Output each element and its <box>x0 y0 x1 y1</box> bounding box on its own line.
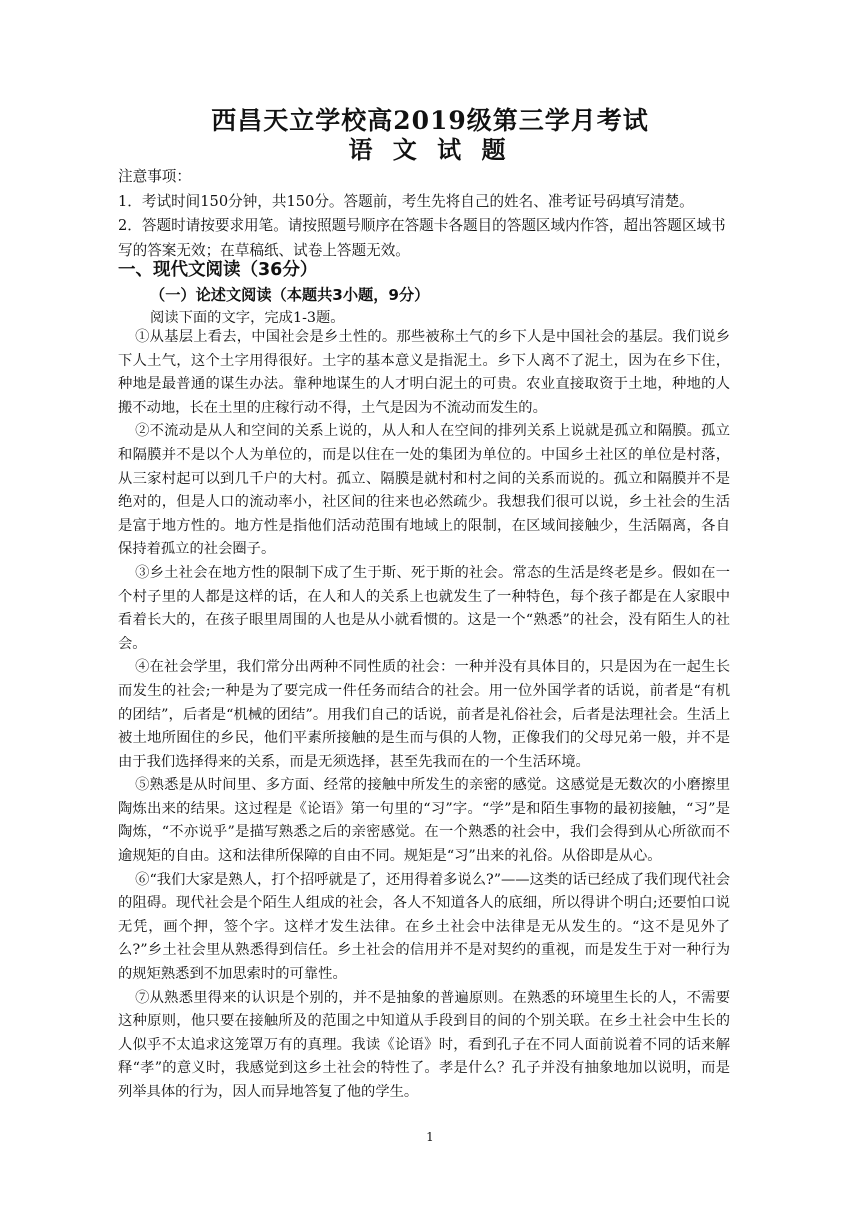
page-number: 1 <box>426 1130 434 1144</box>
passage-paragraph: ①从基层上看去，中国社会是乡土性的。那些被称土气的乡下人是中国社会的基层。我们说乡下人土气，这个土字用得很好。土字的基本意义是指泥土。乡下人离不了泥土，因为在乡下住，种地是最普通的谋生办法。靠种地谋生的人才明白泥土的可贵。农业直接取资于土地，种地的人搬不动地，长在土里的庄稼行动不得，土气是因为不流动而发生的。 <box>118 329 730 416</box>
notes-item: 1．考试时间150分钟，共150分。答题前，考生先将自己的姓名、准考证号码填写清楚。 <box>118 192 694 210</box>
notes-block <box>118 165 733 263</box>
reading-instruction: 阅读下面的文字，完成1-3题。 <box>150 310 345 326</box>
passage-paragraph: ⑦从熟悉里得来的认识是个别的，并不是抽象的普遍原则。在熟悉的环境里生长的人，不需要这种原则，他只要在接触所及的范围之中知道从手段到目的间的个别关联。在乡土社会中生长的人似乎不太追求这笼罩万有的真理。我读《论语》时，看到孔子在不同人面前说着不同的话来解释“孝”的意义时，我感觉到这乡土社会的特性了。孝是什么？孔子并没有抽象地加以说明，而是列举具体的行为，因人而异地答复了他的学生。 <box>118 989 730 1100</box>
passage-paragraph: ⑥“我们大家是熟人，打个招呼就是了，还用得着多说么?”——这类的话已经成了我们现代社会的阻碍。现代社会是个陌生人组成的社会，各人不知道各人的底细，所以得讲个明白;还要怕口说无凭，画个押，签个字。这样才发生法律。在乡土社会中法律是无从发生的。“这不是见外了么?”乡土社会里从熟悉得到信任。乡土社会的信用并不是对契约的重视，而是发生于对一种行为的规矩熟悉到不加思索时的可靠性。 <box>118 871 730 983</box>
passage-paragraph: ④在社会学里，我们常分出两种不同性质的社会：一种并没有具体目的，只是因为在一起生长而发生的社会;一种是为了要完成一件任务而结合的社会。用一位外国学者的话说，前者是“有机的团结”，后者是“机械的团结”。用我们自己的话说，前者是礼俗社会，后者是法理社会。生活上被土地所囿住的乡民，他们平素所接触的是生而与俱的人物，正像我们的父母兄弟一般，并不是由于我们选择得来的关系，而是无须选择，甚至先我而在的一个生活环境。 <box>118 659 730 770</box>
exam-subtitle: 语 文 试 题 <box>348 135 512 164</box>
exam-title: 西昌天立学校高2019级第三学月考试 <box>211 106 649 135</box>
passage-paragraph: ③乡土社会在地方性的限制下成了生于斯、死于斯的社会。常态的生活是终老是乡。假如在一个村子里的人都是这样的话，在人和人的关系上也就发生了一种特色，每个孩子都是在人家眼中看着长大的，在孩子眼里周围的人也是从小就看惯的。这是一个“熟悉”的社会，没有陌生人的社会。 <box>118 564 730 652</box>
passage-paragraph: ②不流动是从人和空间的关系上说的，从人和人在空间的排列关系上说就是孤立和隔膜。孤立和隔膜并不是以个人为单位的，而是以住在一处的集团为单位的。中国乡土社区的单位是村落，从三家村起可以到几千户的大村。孤立、隔膜是就村和村之间的关系而说的。孤立和隔膜并不是绝对的，但是人口的流动率小，社区间的往来也必然疏少。我想我们很可以说，乡土社会的生活是富于地方性的。地方性是指他们活动范围有地域上的限制，在区域间接触少，生活隔离，各自保持着孤立的社会圈子。 <box>118 423 730 558</box>
passage-paragraph: ⑤熟悉是从时间里、多方面、经常的接触中所发生的亲密的感觉。这感觉是无数次的小磨擦里陶炼出来的结果。这过程是《论语》第一句里的“习”字。“学”是和陌生事物的最初接触，“习”是陶炼，“不亦说乎”是描写熟悉之后的亲密感觉。在一个熟悉的社会中，我们会得到从心所欲而不逾规矩的自由。这和法律所保障的自由不同。规矩是“习”出来的礼俗。从俗即是从心。 <box>118 777 730 865</box>
passage <box>118 326 730 1105</box>
subsection-title: （一）论述文阅读（本题共3小题，9分） <box>150 286 430 304</box>
notes-heading: 注意事项： <box>118 168 191 185</box>
notes-item: 2．答题时请按要求用笔。请按照题号顺序在答题卡各题目的答题区域内作答，超出答题区域书写的答案无效；在草稿纸、试卷上答题无效。 <box>118 217 726 259</box>
section-title: 一、现代文阅读（36分） <box>118 260 318 280</box>
